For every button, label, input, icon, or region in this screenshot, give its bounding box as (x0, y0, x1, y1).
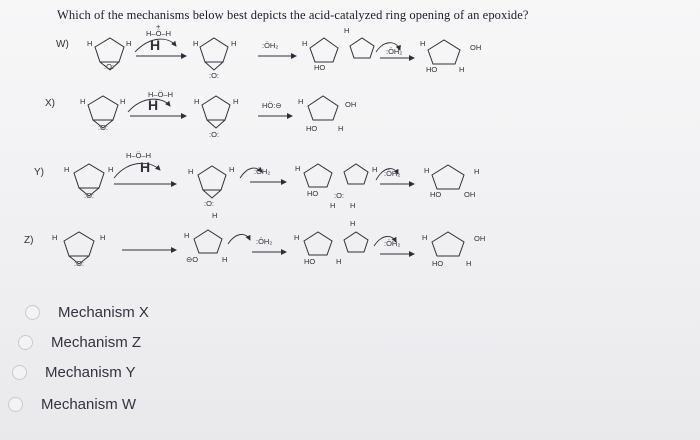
oxygen-label: :O: (209, 71, 220, 80)
h-label: H (330, 201, 336, 210)
mechanism-w-label: W) (56, 39, 69, 50)
cyclopentane-icon (344, 164, 368, 184)
cyclopentane-icon (344, 232, 368, 252)
h-label: H (344, 26, 350, 35)
water-label: :ÖH₂ (262, 41, 279, 50)
h-label: H (295, 164, 301, 173)
hydroxyl-label: OH (474, 234, 486, 243)
h-label: H (108, 165, 114, 174)
h-label: H (338, 124, 344, 133)
h-label: H (52, 233, 58, 242)
oxygen-label: :O: (334, 191, 345, 200)
h-label: H (474, 167, 480, 176)
mechanism-y-row (34, 151, 479, 220)
h-label: H (424, 166, 430, 175)
hydroxide-label: HÖ:⊖ (262, 101, 282, 110)
cyclopentane-icon (432, 165, 464, 189)
mechanism-x-row (45, 90, 356, 139)
water-label: :ÖH₂ (384, 239, 401, 248)
h-label: H (294, 233, 300, 242)
oxygen-label: :O: (104, 62, 115, 71)
h-label: H (194, 97, 200, 106)
mechanism-x-label: X) (45, 98, 55, 109)
water-label: :ÖH₂ (384, 169, 401, 178)
h-label: H (80, 97, 86, 106)
option-label: Mechanism W (41, 395, 137, 413)
h-label: H (212, 211, 218, 220)
proton-label: H (148, 97, 159, 113)
alkoxide-label: ⊖O (186, 255, 199, 264)
h-label: H (193, 39, 199, 48)
h-label: H (233, 97, 239, 106)
cyclopentane-icon (310, 38, 338, 62)
mechanism-y-label: Y) (34, 167, 44, 178)
option-label: Mechanism Y (45, 363, 136, 381)
h-label: H (229, 165, 235, 174)
water-label: :ÖH₂ (386, 47, 403, 56)
h-label: H (459, 65, 465, 74)
hydroxyl-label: HO (304, 257, 316, 266)
h-label: H (100, 233, 106, 242)
charge-label: + (156, 22, 161, 31)
h-label: H (222, 255, 228, 264)
cyclopentane-icon (428, 40, 460, 64)
cyclopentane-icon (350, 38, 374, 58)
epoxide-ring-icon (200, 38, 228, 70)
option-mechanism-y[interactable] (12, 360, 136, 384)
radio-button[interactable] (25, 305, 40, 320)
h-label: H (184, 231, 190, 240)
oxygen-label: :O: (209, 130, 220, 139)
hydroxyl-label: HO (306, 124, 318, 133)
proton-label: H (150, 37, 161, 53)
h-label: H (336, 257, 342, 266)
option-mechanism-w[interactable] (8, 392, 136, 416)
question-text: Which of the mechanisms below best depicts the acid-catalyzed ring opening of an epoxide? (57, 8, 529, 22)
h-label: H (126, 39, 132, 48)
oxygen-label: :O: (74, 259, 85, 268)
h-label: H (188, 167, 194, 176)
hydroxyl-label: HO (430, 190, 442, 199)
mechanism-z-label: Z) (24, 235, 34, 246)
epoxide-ring-icon (198, 166, 226, 198)
mechanism-z-row (24, 219, 485, 268)
water-label: :ÖH₂ (254, 167, 271, 176)
oxygen-label: :O: (84, 191, 95, 200)
h-label: H (298, 97, 304, 106)
h-label: H (120, 97, 126, 106)
mechanism-w-row (56, 22, 481, 80)
option-label: Mechanism Z (51, 333, 142, 351)
radio-button[interactable] (8, 397, 23, 412)
h-label: H (422, 233, 428, 242)
h-label: H (350, 219, 356, 228)
hydroxyl-label: HO (307, 189, 319, 198)
option-mechanism-x[interactable] (25, 300, 149, 324)
hydronium-label: H–Ö–H (148, 90, 174, 99)
cyclopentane-icon (308, 96, 338, 120)
hydroxyl-label: HO (426, 65, 438, 74)
h-label: H (302, 39, 308, 48)
h-label: H (466, 259, 472, 268)
hydronium-label: H–Ö–H (126, 151, 152, 160)
hydroxyl-label: OH (470, 43, 482, 52)
hydroxyl-label: OH (345, 100, 357, 109)
cyclopentane-icon (432, 232, 464, 256)
hydronium-label: H–Ö–H (146, 29, 172, 38)
hydroxyl-label: HO (314, 63, 326, 72)
option-label: Mechanism X (58, 303, 149, 321)
h-label: H (372, 165, 378, 174)
h-label: H (87, 39, 93, 48)
cyclopentane-icon (304, 232, 332, 255)
hydroxyl-label: HO (432, 259, 444, 268)
proton-label: H (140, 159, 151, 175)
h-label: H (350, 201, 356, 210)
epoxide-ring-icon (202, 96, 230, 128)
h-label: H (64, 165, 70, 174)
radio-button[interactable] (18, 335, 33, 350)
hydroxyl-label: OH (464, 190, 476, 199)
h-label: H (420, 39, 426, 48)
water-label: :ÖH₂ (256, 237, 273, 246)
oxygen-label: :O: (204, 199, 215, 208)
oxygen-label: :O: (98, 123, 109, 132)
radio-button[interactable] (12, 365, 27, 380)
option-mechanism-z[interactable] (18, 330, 141, 354)
cyclopentane-icon (304, 164, 332, 187)
h-label: H (231, 39, 237, 48)
cyclopentane-icon (194, 230, 222, 253)
